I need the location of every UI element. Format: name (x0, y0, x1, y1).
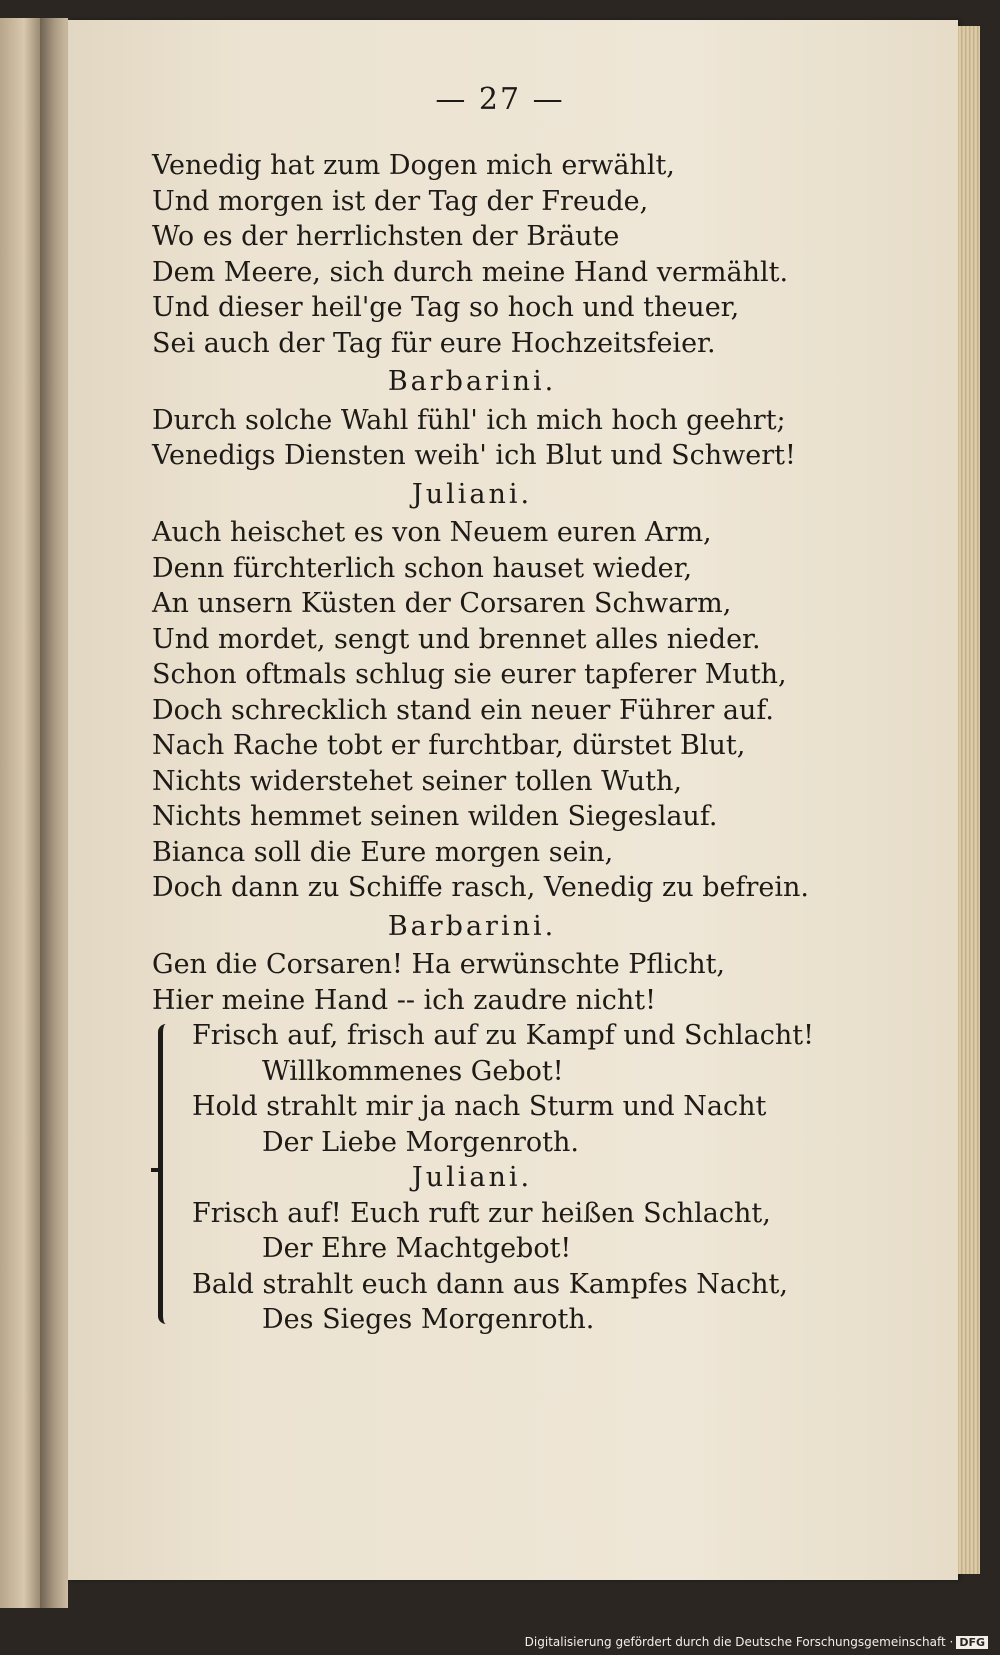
verse-line: Denn fürchterlich schon hauset wieder, (152, 552, 693, 584)
song-section (152, 1018, 852, 1338)
verse-line: Schon oftmals schlug sie eurer tapferer Muth, (152, 659, 787, 690)
song-line: Willkommenes Gebot! (262, 1055, 564, 1087)
speaker-name: Barbarini. (387, 366, 557, 397)
song-part-2 (192, 1196, 852, 1338)
verse-line: Und mordet, sengt und brennet alles nieder. (152, 623, 761, 655)
digitization-credit (525, 1635, 988, 1649)
song-line: Des Sieges Morgenroth. (262, 1304, 595, 1335)
left-page-edge (0, 18, 40, 1608)
verse-line: Nichts hemmet seinen wilden Siegeslauf. (152, 801, 718, 832)
page-text (152, 148, 852, 1338)
book-gutter (40, 18, 68, 1608)
verse-line: Dem Meere, sich durch meine Hand vermählt. (152, 256, 789, 288)
verse-line: Und dieser heil'ge Tag so hoch und theuer, (152, 292, 740, 323)
song-line: Frisch auf! Euch ruft zur heißen Schlacht, (192, 1197, 771, 1229)
verse-line: Nichts widerstehet seiner tollen Wuth, (152, 765, 682, 797)
verse-line: Venedigs Diensten weih' ich Blut und Schwert! (152, 440, 796, 471)
verse-line: Durch solche Wahl fühl' ich mich hoch geehrt; (152, 404, 786, 436)
song-line: Bald strahlt euch dann aus Kampfes Nacht, (192, 1268, 788, 1300)
verse-blocks (152, 148, 852, 1018)
credit-text: Digitalisierung gefördert durch die Deutsche Forschungsgemeinschaft · (524, 1635, 954, 1649)
verse-line: Auch heischet es von Neuem euren Arm, (152, 517, 712, 548)
verse-line: Sei auch der Tag für eure Hochzeitsfeier. (152, 327, 716, 359)
song-line: Der Liebe Morgenroth. (262, 1126, 579, 1158)
song-part-1 (192, 1018, 852, 1160)
verse-line: Doch schrecklich stand ein neuer Führer auf. (152, 694, 774, 726)
verse-line: Und morgen ist der Tag der Freude, (152, 185, 649, 217)
verse-line: An unsern Küsten der Corsaren Schwarm, (152, 588, 732, 619)
verse-line: Doch dann zu Schiffe rasch, Venedig zu befrein. (152, 872, 809, 903)
page-number: — 27 — (435, 82, 565, 117)
speaker-name: Juliani. (411, 478, 533, 510)
song-line: Der Ehre Machtgebot! (262, 1233, 572, 1264)
verse-line: Nach Rache tobt er furchtbar, dürstet Blut, (152, 730, 746, 761)
verse-line: Hier meine Hand -- ich zaudre nicht! (152, 984, 656, 1016)
verse-line: Gen die Corsaren! Ha erwünschte Pflicht, (152, 949, 726, 980)
song-line: Frisch auf, frisch auf zu Kampf und Schlacht! (192, 1020, 814, 1051)
page-stack-edge (958, 26, 980, 1574)
speaker-name: Juliani. (411, 1162, 533, 1193)
brace-bracket (158, 1024, 177, 1324)
dfg-logo: DFG (956, 1636, 988, 1649)
verse-line: Wo es der herrlichsten der Bräute (152, 221, 620, 252)
speaker-name: Barbarini. (387, 910, 557, 942)
verse-line: Bianca soll die Eure morgen sein, (152, 836, 614, 868)
song-line: Hold strahlt mir ja nach Sturm und Nacht (192, 1091, 767, 1122)
verse-line: Venedig hat zum Dogen mich erwählt, (152, 150, 675, 181)
